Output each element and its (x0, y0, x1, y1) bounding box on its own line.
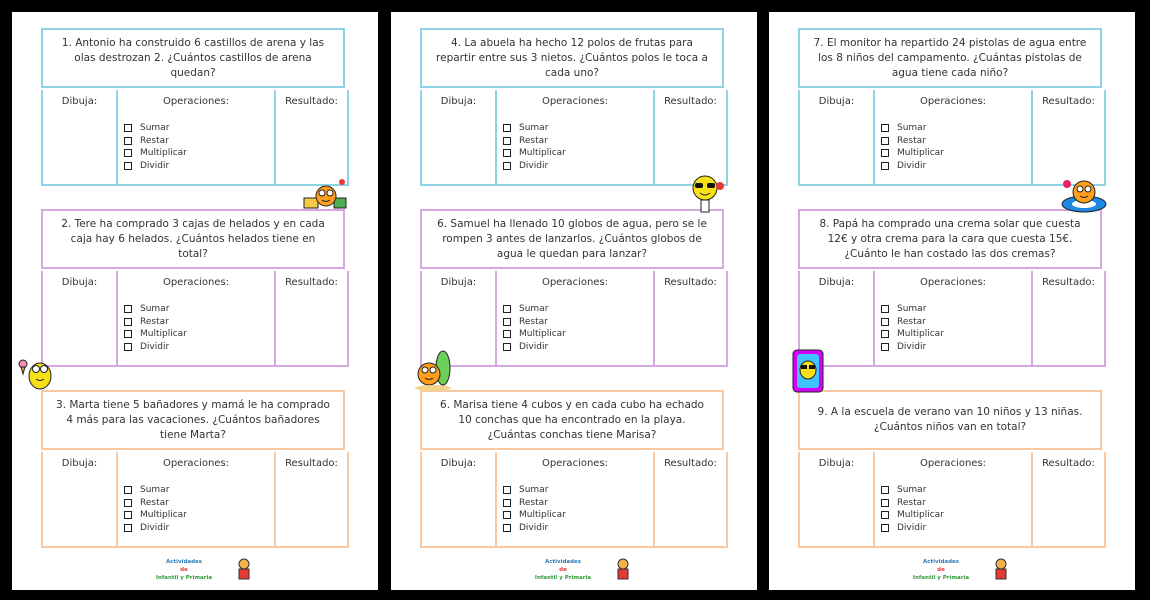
op-sumar[interactable]: Sumar (881, 484, 944, 497)
float-ring-mascot-icon (1059, 176, 1109, 214)
logo-figure-icon (234, 558, 254, 582)
dibuja-label: Dibuja: (818, 277, 855, 288)
op-multiplicar[interactable]: Multiplicar (503, 147, 566, 160)
op-restar[interactable]: Restar (503, 135, 566, 148)
checkbox[interactable] (124, 524, 132, 532)
checkbox[interactable] (881, 162, 889, 170)
worksheet-page-2 (391, 12, 757, 590)
problem-text: 1. Antonio ha construido 6 castillos de arena y las olas destrozan 2. ¿Cuántos castillos de arena quedan? (41, 28, 345, 88)
checkbox[interactable] (881, 499, 889, 507)
answer-grid (798, 90, 1106, 186)
checkbox[interactable] (503, 511, 511, 519)
checkbox[interactable] (881, 343, 889, 351)
checkbox[interactable] (503, 137, 511, 145)
logo-text: Actividades de Infantil y Primaria (912, 559, 970, 581)
op-restar[interactable]: Restar (124, 497, 187, 510)
problem-text: 3. Marta tiene 5 bañadores y mamá le ha comprado 4 más para las vacaciones. ¿Cuántos bañadores tiene Marta? (41, 390, 345, 450)
operations-list (881, 303, 944, 353)
brand-logo (513, 558, 633, 582)
sunglasses-mascot-icon (687, 172, 727, 216)
operations-list (881, 122, 944, 172)
checkbox[interactable] (503, 524, 511, 532)
resultado-label: Resultado: (664, 96, 717, 107)
operaciones-label: Operaciones: (919, 96, 987, 107)
checkbox[interactable] (881, 486, 889, 494)
dibuja-cell (41, 452, 118, 548)
operations-list (503, 484, 566, 534)
op-multiplicar[interactable]: Multiplicar (124, 509, 187, 522)
operaciones-cell (875, 271, 1033, 367)
op-dividir[interactable]: Dividir (503, 160, 566, 173)
checkbox[interactable] (503, 486, 511, 494)
resultado-label: Resultado: (285, 277, 338, 288)
resultado-label: Resultado: (664, 277, 717, 288)
resultado-label: Resultado: (1042, 277, 1095, 288)
icecream-mascot-icon (18, 352, 62, 392)
operaciones-label: Operaciones: (541, 458, 609, 469)
dibuja-cell (798, 90, 875, 186)
resultado-cell (1033, 271, 1106, 367)
dibuja-cell (420, 452, 497, 548)
operaciones-cell (118, 90, 276, 186)
checkbox[interactable] (124, 149, 132, 157)
resultado-cell (276, 271, 349, 367)
operaciones-label: Operaciones: (162, 96, 230, 107)
resultado-cell (1033, 452, 1106, 548)
op-sumar[interactable]: Sumar (503, 122, 566, 135)
operaciones-cell (875, 452, 1033, 548)
dibuja-cell (420, 90, 497, 186)
answer-grid (41, 90, 349, 186)
operaciones-cell (118, 271, 276, 367)
op-sumar[interactable]: Sumar (124, 303, 187, 316)
op-sumar[interactable]: Sumar (124, 122, 187, 135)
op-restar[interactable]: Restar (881, 135, 944, 148)
op-dividir[interactable]: Dividir (124, 160, 187, 173)
checkbox[interactable] (124, 330, 132, 338)
op-restar[interactable]: Restar (881, 316, 944, 329)
operations-list (124, 484, 187, 534)
surfboard-mascot-icon (413, 350, 457, 392)
op-dividir[interactable]: Dividir (881, 160, 944, 173)
problem-4 (420, 28, 728, 188)
op-multiplicar[interactable]: Multiplicar (881, 328, 944, 341)
checkbox[interactable] (881, 124, 889, 132)
op-restar[interactable]: Restar (124, 316, 187, 329)
dibuja-label: Dibuja: (61, 96, 98, 107)
op-multiplicar[interactable]: Multiplicar (881, 509, 944, 522)
operaciones-cell (497, 271, 655, 367)
operaciones-label: Operaciones: (919, 458, 987, 469)
op-dividir[interactable]: Dividir (503, 522, 566, 535)
answer-grid (420, 271, 728, 367)
operaciones-cell (118, 452, 276, 548)
checkbox[interactable] (881, 137, 889, 145)
checkbox[interactable] (503, 343, 511, 351)
checkbox[interactable] (503, 330, 511, 338)
operaciones-label: Operaciones: (162, 458, 230, 469)
checkbox[interactable] (124, 486, 132, 494)
operations-list (881, 484, 944, 534)
resultado-label: Resultado: (285, 458, 338, 469)
checkbox[interactable] (503, 124, 511, 132)
operaciones-label: Operaciones: (919, 277, 987, 288)
checkbox[interactable] (503, 318, 511, 326)
op-sumar[interactable]: Sumar (124, 484, 187, 497)
dibuja-label: Dibuja: (818, 96, 855, 107)
resultado-label: Resultado: (1042, 458, 1095, 469)
op-multiplicar[interactable]: Multiplicar (124, 147, 187, 160)
answer-grid (41, 271, 349, 367)
problem-2 (41, 209, 349, 369)
operaciones-cell (497, 452, 655, 548)
op-dividir[interactable]: Dividir (124, 341, 187, 354)
dibuja-label: Dibuja: (61, 277, 98, 288)
problem-text: 2. Tere ha comprado 3 cajas de helados y en cada caja hay 6 helados. ¿Cuántos helados tiene en total? (41, 209, 345, 269)
logo-text: Actividades de Infantil y Primaria (534, 559, 592, 581)
op-sumar[interactable]: Sumar (503, 484, 566, 497)
towel-mascot-icon (791, 348, 825, 394)
checkbox[interactable] (881, 318, 889, 326)
resultado-cell (1033, 90, 1106, 186)
answer-grid (798, 271, 1106, 367)
checkbox[interactable] (503, 149, 511, 157)
op-dividir[interactable]: Dividir (124, 522, 187, 535)
dibuja-label: Dibuja: (440, 277, 477, 288)
resultado-cell (276, 452, 349, 548)
op-sumar[interactable]: Sumar (503, 303, 566, 316)
checkbox[interactable] (124, 343, 132, 351)
operations-list (124, 303, 187, 353)
sandcastle-mascot-icon (302, 176, 350, 212)
op-dividir[interactable]: Dividir (881, 341, 944, 354)
op-multiplicar[interactable]: Multiplicar (124, 328, 187, 341)
problem-text: 9. A la escuela de verano van 10 niños y 13 niñas. ¿Cuántos niños van en total? (798, 390, 1102, 450)
dibuja-label: Dibuja: (61, 458, 98, 469)
checkbox[interactable] (124, 499, 132, 507)
checkbox[interactable] (124, 318, 132, 326)
answer-grid (798, 452, 1106, 548)
problem-text: 6. Samuel ha llenado 10 globos de agua, pero se le rompen 3 antes de lanzarlos. ¿Cuántos globos de agua le quedan para lanzar? (420, 209, 724, 269)
logo-text: Actividades de Infantil y Primaria (155, 559, 213, 581)
checkbox[interactable] (124, 511, 132, 519)
op-restar[interactable]: Restar (503, 316, 566, 329)
checkbox[interactable] (881, 511, 889, 519)
problem-6 (420, 390, 728, 550)
op-sumar[interactable]: Sumar (881, 122, 944, 135)
op-multiplicar[interactable]: Multiplicar (503, 509, 566, 522)
operaciones-cell (497, 90, 655, 186)
brand-logo (134, 558, 254, 582)
worksheet-page-1 (12, 12, 378, 590)
dibuja-label: Dibuja: (440, 458, 477, 469)
problem-text: 8. Papá ha comprado una crema solar que cuesta 12€ y otra crema para la cara que cuesta 15€. ¿Cuánto le han costado las dos cremas? (798, 209, 1102, 269)
checkbox[interactable] (881, 330, 889, 338)
operaciones-label: Operaciones: (541, 277, 609, 288)
resultado-cell (655, 452, 728, 548)
logo-figure-icon (991, 558, 1011, 582)
brand-logo (891, 558, 1011, 582)
dibuja-cell (798, 452, 875, 548)
op-dividir[interactable]: Dividir (503, 341, 566, 354)
dibuja-label: Dibuja: (440, 96, 477, 107)
checkbox[interactable] (881, 524, 889, 532)
checkbox[interactable] (881, 305, 889, 313)
checkbox[interactable] (124, 305, 132, 313)
problem-3 (41, 390, 349, 550)
problem-text: 4. La abuela ha hecho 12 polos de frutas para repartir entre sus 3 nietos. ¿Cuántos polos le toca a cada uno? (420, 28, 724, 88)
logo-figure-icon (613, 558, 633, 582)
checkbox[interactable] (124, 137, 132, 145)
operaciones-label: Operaciones: (162, 277, 230, 288)
operations-list (503, 122, 566, 172)
op-multiplicar[interactable]: Multiplicar (881, 147, 944, 160)
problem-1 (41, 28, 349, 188)
checkbox[interactable] (503, 305, 511, 313)
resultado-label: Resultado: (664, 458, 717, 469)
resultado-cell (276, 90, 349, 186)
checkbox[interactable] (881, 149, 889, 157)
op-restar[interactable]: Restar (503, 497, 566, 510)
worksheet-page-3 (769, 12, 1135, 590)
answer-grid (420, 90, 728, 186)
problem-9 (798, 390, 1106, 550)
operations-list (503, 303, 566, 353)
resultado-label: Resultado: (285, 96, 338, 107)
checkbox[interactable] (124, 162, 132, 170)
checkbox[interactable] (503, 162, 511, 170)
problem-text: 7. El monitor ha repartido 24 pistolas de agua entre los 8 niños del campamento. ¿Cuántas pistolas de agua tiene cada niño? (798, 28, 1102, 88)
op-dividir[interactable]: Dividir (881, 522, 944, 535)
operations-list (124, 122, 187, 172)
op-restar[interactable]: Restar (124, 135, 187, 148)
op-multiplicar[interactable]: Multiplicar (503, 328, 566, 341)
checkbox[interactable] (124, 124, 132, 132)
operaciones-label: Operaciones: (541, 96, 609, 107)
op-restar[interactable]: Restar (881, 497, 944, 510)
problem-8 (798, 209, 1106, 369)
answer-grid (420, 452, 728, 548)
dibuja-label: Dibuja: (818, 458, 855, 469)
checkbox[interactable] (503, 499, 511, 507)
problem-text: 6. Marisa tiene 4 cubos y en cada cubo ha echado 10 conchas que ha encontrado en la playa. ¿Cuántas conchas tiene Marisa? (420, 390, 724, 450)
problem-5 (420, 209, 728, 369)
resultado-cell (655, 271, 728, 367)
resultado-label: Resultado: (1042, 96, 1095, 107)
op-sumar[interactable]: Sumar (881, 303, 944, 316)
problem-7 (798, 28, 1106, 188)
dibuja-cell (41, 90, 118, 186)
answer-grid (41, 452, 349, 548)
operaciones-cell (875, 90, 1033, 186)
